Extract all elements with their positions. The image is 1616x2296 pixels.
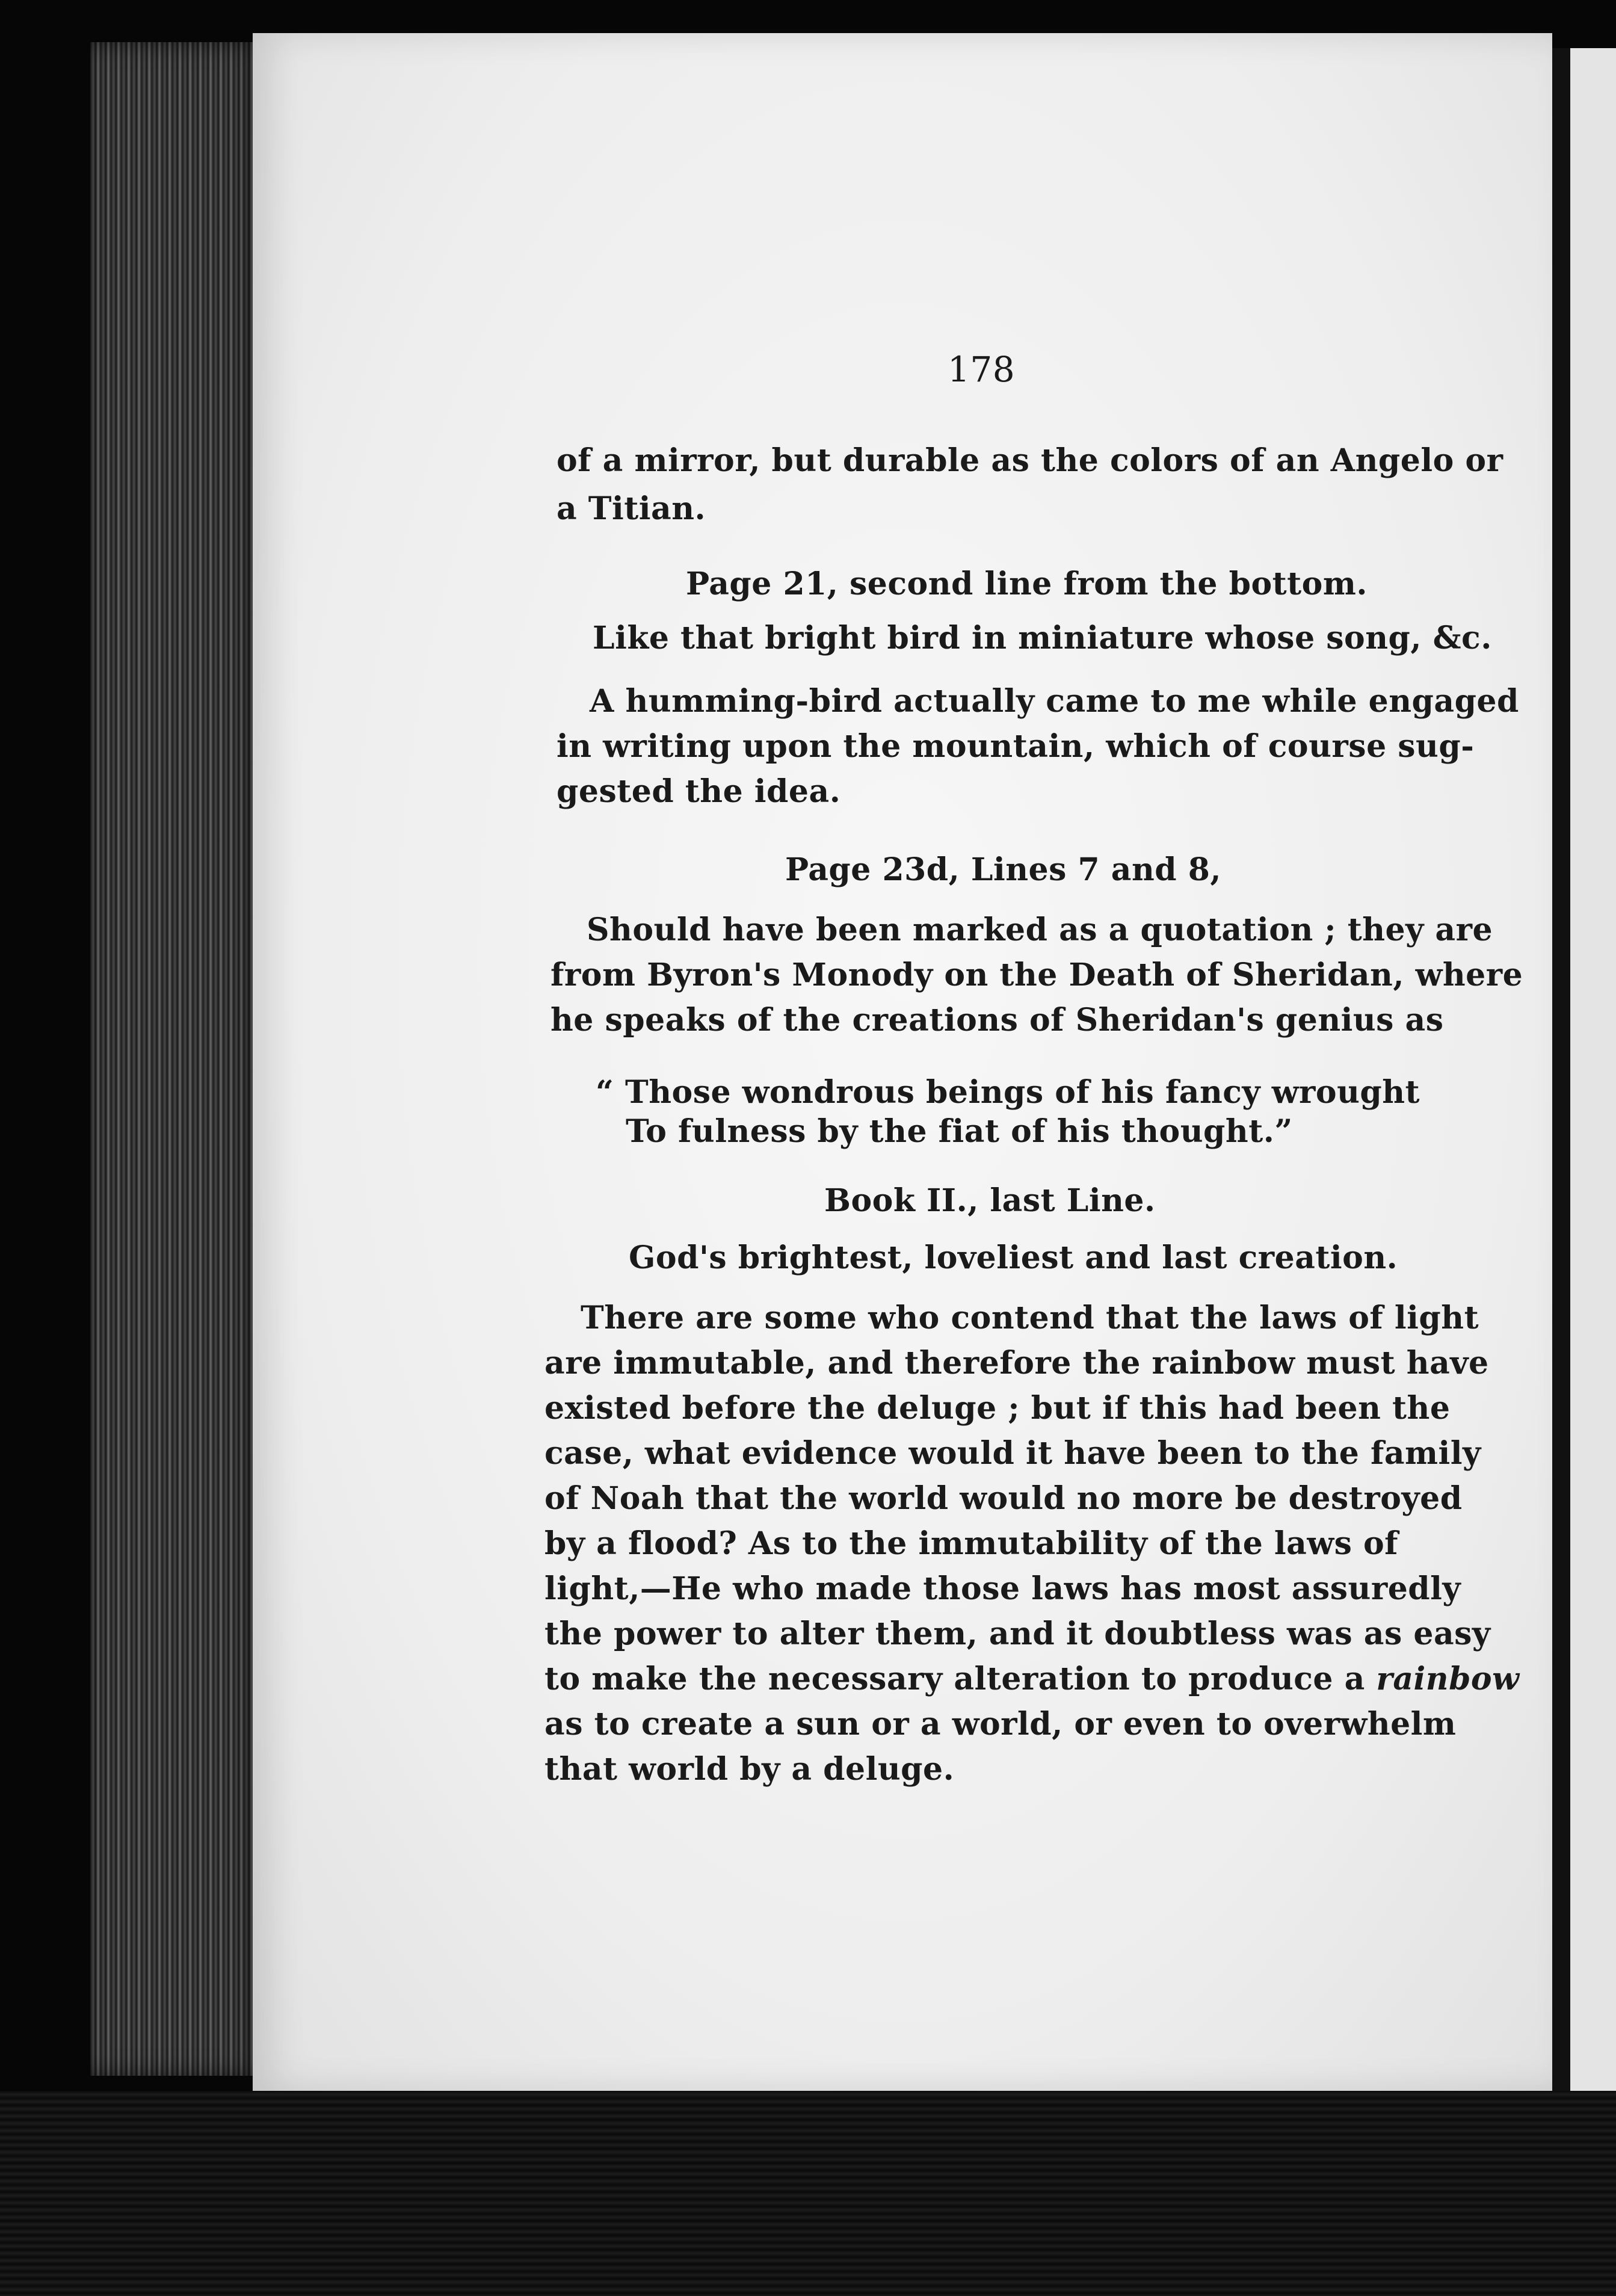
text-line-5: A humming-bird actually came to me while engaged bbox=[590, 683, 1519, 720]
text-line-11: he speaks of the creations of Sheridan's genius as bbox=[550, 1002, 1444, 1038]
text-line-18: existed before the deluge ; but if this had been the bbox=[544, 1390, 1451, 1427]
text-line-6: in writing upon the mountain, which of course sug- bbox=[557, 728, 1475, 765]
text-line-25: as to create a sun or a world, or even to overwhelm bbox=[544, 1706, 1457, 1742]
text-line-24-main: to make the necessary alteration to produce a bbox=[544, 1661, 1365, 1697]
text-line-9: Should have been marked as a quotation ; they are bbox=[587, 912, 1493, 948]
poem-line-1: “ Those wondrous beings of his fancy wrought bbox=[596, 1074, 1420, 1111]
text-line-19: case, what evidence would it have been to the family bbox=[544, 1435, 1481, 1472]
poem-line-2: To fulness by the fiat of his thought.” bbox=[626, 1113, 1293, 1150]
text-line-17: are immutable, and therefore the rainbow must have bbox=[544, 1345, 1489, 1381]
section-heading-book-2: Book II., last Line. bbox=[824, 1182, 1156, 1219]
text-line-22: light,—He who made those laws has most assuredly bbox=[544, 1570, 1461, 1607]
quoted-line-creation: God's brightest, loveliest and last creation. bbox=[629, 1239, 1398, 1276]
section-heading-page-21: Page 21, second line from the bottom. bbox=[686, 566, 1368, 602]
scanner-bed bbox=[0, 2091, 1616, 2296]
text-line-26: that world by a deluge. bbox=[544, 1751, 955, 1788]
text-line-23: the power to alter them, and it doubtless was as easy bbox=[544, 1616, 1491, 1652]
page-number: 178 bbox=[948, 349, 1016, 390]
text-line-7: gested the idea. bbox=[557, 773, 841, 810]
text-line-24 bbox=[544, 1661, 1519, 1697]
facing-page-edge bbox=[1570, 48, 1616, 2094]
text-line-10: from Byron's Monody on the Death of Sheridan, where bbox=[550, 957, 1523, 993]
quoted-line-hummingbird: Like that bright bird in miniature whose song, &c. bbox=[593, 620, 1492, 656]
italic-word-rainbow: rainbow bbox=[1376, 1661, 1520, 1697]
text-line-20: of Noah that the world would no more be destroyed bbox=[544, 1480, 1463, 1517]
text-line-21: by a flood? As to the immutability of the laws of bbox=[544, 1525, 1399, 1562]
text-line-2: a Titian. bbox=[557, 490, 706, 527]
section-heading-page-23d: Page 23d, Lines 7 and 8, bbox=[785, 851, 1221, 888]
text-line-16: There are some who contend that the laws of light bbox=[581, 1300, 1479, 1336]
gutter-shadow bbox=[1552, 48, 1570, 2094]
page-edges bbox=[90, 42, 265, 2076]
text-line-1: of a mirror, but durable as the colors of an Angelo or bbox=[557, 442, 1503, 479]
